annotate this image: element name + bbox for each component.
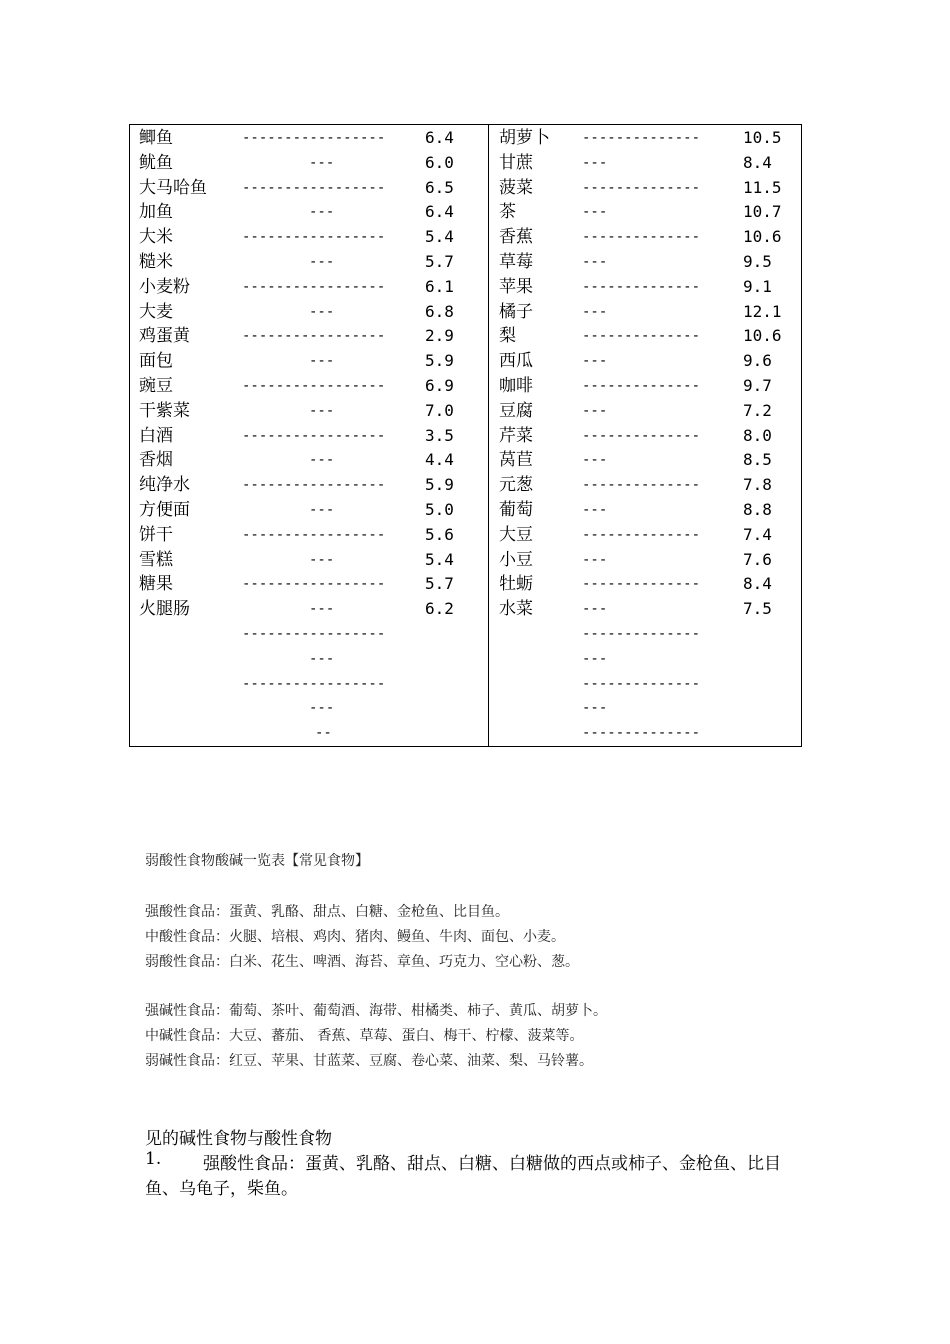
ph-value: 7.2: [743, 400, 772, 420]
food-name: 纯净水: [139, 475, 190, 496]
dash-leader: ---: [309, 650, 335, 667]
table-row: [130, 374, 801, 398]
dash-leader: -----------------: [242, 626, 386, 642]
ph-value: 7.5: [743, 599, 772, 619]
dash-leader: --------------: [582, 725, 701, 742]
ph-value: 6.2: [425, 599, 454, 619]
ph-value: 5.6: [425, 524, 454, 544]
food-name: 西瓜: [499, 351, 533, 372]
ph-value: 8.4: [743, 574, 772, 594]
food-name: 糙米: [139, 252, 173, 272]
table-row: [130, 424, 801, 448]
food-name: 元葱: [499, 475, 533, 496]
food-name: 水菜: [499, 599, 533, 620]
table-row: [130, 597, 801, 621]
dash-leader: --------------: [582, 328, 701, 345]
strong-acid-line: 强酸性食品：蛋黄、乳酪、甜点、白糖、金枪鱼、比目鱼。: [145, 904, 509, 920]
food-name: 鱿鱼: [139, 152, 173, 173]
strong-alkaline-line: 强碱性食品：葡萄、茶叶、葡萄酒、海带、柑橘类、柿子、黄瓜、胡萝卜。: [145, 1003, 607, 1019]
ph-value: 5.9: [425, 351, 454, 371]
dash-leader: ---: [309, 254, 335, 270]
table-row: [130, 647, 801, 671]
food-name: 豌豆: [139, 376, 173, 396]
dash-leader: --------------: [582, 179, 701, 196]
food-name: 雪糕: [139, 549, 173, 570]
food-name: 火腿肠: [139, 599, 190, 620]
dash-leader: -----------------: [242, 576, 386, 593]
food-name: 干紫菜: [139, 400, 190, 421]
ph-value: 11.5: [743, 177, 782, 197]
food-name: 草莓: [499, 252, 533, 272]
ph-value: 6.0: [425, 152, 454, 172]
bottom-heading: 见的碱性食物与酸性食物: [145, 1129, 332, 1149]
ph-value: 7.4: [743, 524, 772, 544]
dash-leader: --------------: [582, 477, 701, 494]
dash-leader: --------------: [582, 626, 701, 642]
food-name: 梨: [499, 326, 516, 347]
ph-value: 5.7: [425, 252, 454, 271]
ph-value: 7.8: [743, 475, 772, 495]
ph-value: 5.4: [425, 227, 454, 247]
dash-leader: ---: [309, 154, 335, 171]
dash-leader: -----------------: [242, 278, 386, 295]
table-row: [130, 250, 801, 274]
dash-leader: -----------------: [242, 427, 386, 444]
dash-leader: -----------------: [242, 130, 386, 146]
table-row: [130, 126, 801, 150]
dash-leader: --------------: [582, 130, 701, 146]
dash-leader: ---: [582, 551, 608, 568]
dash-leader: -----------------: [242, 526, 386, 543]
table-row: [130, 324, 801, 348]
ph-value: 5.7: [425, 574, 454, 594]
dash-leader: -----------------: [242, 328, 386, 345]
medium-acid-line: 中酸性食品：火腿、培根、鸡肉、猪肉、鳗鱼、牛肉、面包、小麦。: [145, 929, 565, 945]
table-row: [130, 225, 801, 249]
table-row: [130, 572, 801, 596]
item-1-number: 1.: [145, 1149, 162, 1169]
ph-value: 8.4: [743, 152, 772, 172]
dash-leader: -----------------: [242, 378, 386, 394]
ph-value: 10.5: [743, 128, 782, 147]
dash-leader: --------------: [582, 576, 701, 593]
food-name: 豆腐: [499, 400, 533, 421]
dash-leader: ---: [582, 154, 608, 171]
dash-leader: ---: [582, 303, 608, 320]
dash-leader: ---: [309, 303, 335, 320]
section-title: 弱酸性食物酸碱一览表【常见食物】: [145, 853, 369, 869]
table-row: [130, 498, 801, 522]
food-name: 糖果: [139, 574, 173, 595]
food-name: 加鱼: [139, 202, 173, 223]
dash-leader: ---: [309, 452, 335, 469]
food-name: 大豆: [499, 524, 533, 545]
table-row: [130, 473, 801, 497]
food-name: 鲫鱼: [139, 128, 173, 148]
dash-leader: ---: [582, 353, 608, 370]
food-name: 大麦: [139, 301, 173, 322]
ph-value: 6.9: [425, 376, 454, 395]
ph-value: 10.7: [743, 202, 782, 222]
food-name: 咖啡: [499, 376, 533, 396]
ph-value: 3.5: [425, 425, 454, 445]
food-name: 鸡蛋黄: [139, 326, 190, 347]
table-row: [130, 721, 801, 745]
food-name: 胡萝卜: [499, 128, 550, 148]
ph-value: 7.0: [425, 400, 454, 420]
dash-leader: ---: [582, 650, 608, 667]
food-name: 小麦粉: [139, 276, 190, 297]
ph-value: 5.4: [425, 549, 454, 569]
ph-value: 7.6: [743, 549, 772, 569]
table-row: [130, 275, 801, 299]
food-name: 香烟: [139, 450, 173, 471]
table-row: [130, 523, 801, 547]
table-row: [130, 151, 801, 175]
dash-leader: -----------------: [242, 477, 386, 494]
ph-value: 8.0: [743, 425, 772, 445]
table-row: [130, 672, 801, 696]
dash-leader: -----------------: [242, 179, 386, 196]
item-1-text-line1: 强酸性食品：蛋黄、乳酪、甜点、白糖、白糖做的西点或柿子、金枪鱼、比目: [203, 1154, 781, 1174]
food-name: 芹菜: [499, 425, 533, 446]
ph-value: 9.7: [743, 376, 772, 395]
dash-leader: --------------: [582, 675, 701, 692]
dash-leader: --------------: [582, 378, 701, 394]
dash-leader: ---: [582, 402, 608, 419]
food-name: 方便面: [139, 500, 190, 520]
dash-leader: -----------------: [242, 675, 386, 692]
table-row: [130, 548, 801, 572]
table-row: [130, 300, 801, 324]
dash-leader: ---: [309, 402, 335, 419]
ph-value: 2.9: [425, 326, 454, 346]
table-row: [130, 200, 801, 224]
dash-leader: --------------: [582, 526, 701, 543]
food-name: 橘子: [499, 301, 533, 322]
table-row: [130, 448, 801, 472]
table-row: [130, 176, 801, 200]
ph-value: 4.4: [425, 450, 454, 470]
ph-value: 6.1: [425, 276, 454, 296]
dash-leader: --------------: [582, 278, 701, 295]
ph-value: 9.6: [743, 351, 772, 371]
item-1-text-line2: 鱼、乌龟子，柴鱼。: [145, 1179, 298, 1199]
acid-alkaline-table: [129, 124, 802, 747]
ph-value: 5.9: [425, 475, 454, 495]
food-name: 香蕉: [499, 227, 533, 248]
food-name: 莴苣: [499, 450, 533, 471]
ph-value: 6.4: [425, 128, 454, 147]
dash-leader: ---: [582, 700, 608, 717]
table-row: [130, 349, 801, 373]
weak-acid-line: 弱酸性食品：白米、花生、啤酒、海苔、章鱼、巧克力、空心粉、葱。: [145, 954, 579, 970]
dash-leader: ---: [582, 502, 608, 518]
dash-leader: ---: [582, 204, 608, 221]
dash-leader: ---: [582, 601, 608, 618]
dash-leader: ---: [582, 254, 608, 270]
ph-value: 9.5: [743, 252, 772, 271]
table-row: [130, 622, 801, 646]
food-name: 小豆: [499, 549, 533, 570]
food-name: 面包: [139, 351, 173, 372]
ph-value: 6.4: [425, 202, 454, 222]
ph-value: 10.6: [743, 326, 782, 346]
dash-leader: ---: [309, 700, 335, 717]
ph-value: 9.1: [743, 276, 772, 296]
ph-value: 8.8: [743, 500, 772, 519]
food-name: 大米: [139, 227, 173, 248]
ph-value: 8.5: [743, 450, 772, 470]
food-name: 苹果: [499, 276, 533, 297]
ph-value: 12.1: [743, 301, 782, 321]
dash-leader: --: [315, 725, 332, 742]
food-name: 饼干: [139, 524, 173, 545]
food-name: 白酒: [139, 425, 173, 446]
ph-value: 6.5: [425, 177, 454, 197]
ph-value: 6.8: [425, 301, 454, 321]
food-name: 大马哈鱼: [139, 177, 207, 198]
dash-leader: ---: [309, 353, 335, 370]
ph-value: 10.6: [743, 227, 782, 247]
dash-leader: --------------: [582, 427, 701, 444]
dash-leader: ---: [582, 452, 608, 469]
food-name: 牡蛎: [499, 574, 533, 595]
food-name: 茶: [499, 202, 516, 223]
medium-alkaline-line: 中碱性食品：大豆、蕃茄、 香蕉、草莓、蛋白、梅干、柠檬、菠菜等。: [145, 1028, 584, 1044]
table-row: [130, 399, 801, 423]
dash-leader: ---: [309, 204, 335, 221]
dash-leader: ---: [309, 502, 335, 518]
dash-leader: ---: [309, 601, 335, 618]
dash-leader: --------------: [582, 229, 701, 246]
table-row: [130, 696, 801, 720]
dash-leader: ---: [309, 551, 335, 568]
dash-leader: -----------------: [242, 229, 386, 246]
food-name: 甘蔗: [499, 152, 533, 173]
weak-alkaline-line: 弱碱性食品：红豆、苹果、甘蓝菜、豆腐、卷心菜、油菜、梨、马铃薯。: [145, 1053, 593, 1069]
food-name: 葡萄: [499, 500, 533, 520]
ph-value: 5.0: [425, 500, 454, 519]
food-name: 菠菜: [499, 177, 533, 198]
